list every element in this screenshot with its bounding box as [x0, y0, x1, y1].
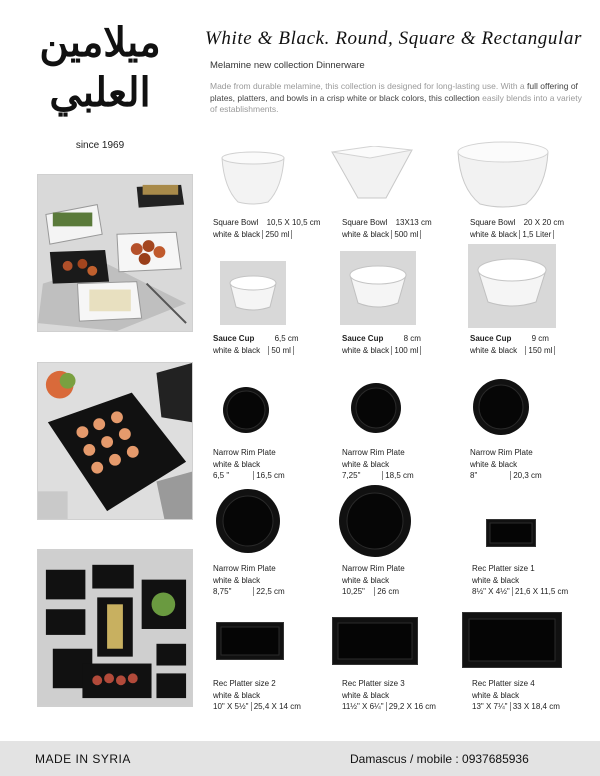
product-cm: 29,2 X 16 cm — [386, 702, 438, 711]
product-cm: 18,5 cm — [382, 471, 415, 480]
footer-origin: MADE IN SYRIA — [35, 752, 131, 766]
product-capacity: 100 ml — [391, 346, 421, 355]
product-cm: 25,4 X 14 cm — [251, 702, 303, 711]
product-name: Narrow Rim Plate — [213, 564, 276, 573]
plate-8-75-image — [215, 488, 281, 554]
plate-10-25-image — [338, 484, 412, 558]
plate-6-5-image — [222, 386, 270, 434]
product-name: Rec Platter — [472, 679, 512, 688]
plate-8-image — [472, 378, 530, 436]
product-cm: 20,3 cm — [510, 471, 543, 480]
product-cm: 33 X 18,4 cm — [510, 702, 562, 711]
product-capacity: 150 ml — [525, 346, 555, 355]
product-name: Square Bowl — [342, 218, 388, 227]
product-name: Sauce Cup — [342, 334, 384, 343]
footer-contact: Damascus / mobile : 0937685936 — [350, 752, 529, 766]
product-name: Rec Platter — [213, 679, 253, 688]
product-name: Rec Platter — [342, 679, 382, 688]
product-inch: 7,25" — [342, 471, 361, 480]
rec-platter-3-image — [332, 617, 418, 665]
plate-7-25-image — [350, 382, 402, 434]
product-color: white & black — [470, 459, 518, 469]
product-color: white & black — [470, 345, 518, 355]
product-capacity: 250 ml — [262, 230, 292, 239]
product-size: size 4 — [513, 679, 535, 688]
product-color: white & black — [470, 229, 518, 239]
product-cm: 16,5 cm — [253, 471, 286, 480]
product-inch: 8" — [470, 471, 478, 480]
product-capacity: 1,5 Liter — [519, 230, 554, 239]
rec-platter-1-image — [486, 519, 536, 547]
product-color: white & black — [342, 575, 390, 585]
description — [210, 81, 590, 116]
product-name: Narrow Rim Plate — [342, 564, 405, 573]
product-color: white & black — [213, 229, 261, 239]
product-name: Narrow Rim Plate — [213, 448, 276, 457]
sauce-cup-small-image — [220, 261, 286, 325]
product-inch: 8½" X 4½" — [472, 587, 510, 596]
product-size: 10,5 X 10,5 cm — [266, 218, 321, 227]
product-color: white & black — [342, 690, 390, 700]
product-inch: 10,25" — [342, 587, 365, 596]
product-color: white & black — [472, 690, 520, 700]
product-size: 9 cm — [531, 334, 549, 343]
page-title: White & Black. Round, Square & Rectangular — [205, 28, 582, 49]
description-line-3: easily blends into a variety of establishments. — [210, 92, 582, 114]
brand-since: since 1969 — [75, 140, 125, 151]
product-color: white & black — [213, 459, 261, 469]
product-name: Square Bowl — [470, 218, 516, 227]
product-size: 8 cm — [403, 334, 421, 343]
product-color: white & black — [213, 345, 261, 355]
product-color: white & black — [342, 459, 390, 469]
product-size: size 3 — [383, 679, 405, 688]
square-bowl-large-image — [454, 134, 552, 210]
product-name: Sauce Cup — [470, 334, 512, 343]
product-size: size 2 — [254, 679, 276, 688]
product-inch: 13" X 7¼" — [472, 702, 508, 711]
product-name: Sauce Cup — [213, 334, 255, 343]
lifestyle-photo-bowls — [37, 174, 193, 332]
product-color: white & black — [213, 690, 261, 700]
product-capacity: 50 ml — [268, 346, 294, 355]
product-capacity: 500 ml — [391, 230, 421, 239]
product-name: Rec Platter — [472, 564, 512, 573]
square-bowl-small-image — [218, 148, 288, 206]
product-color: white & black — [213, 575, 261, 585]
product-cm: 21,6 X 11,5 cm — [512, 587, 570, 596]
product-size: size 1 — [513, 564, 535, 573]
footer — [0, 741, 600, 776]
product-inch: 10" X 5½" — [213, 702, 249, 711]
sauce-cup-large-image — [468, 244, 556, 328]
product-inch: 6,5 " — [213, 471, 230, 480]
product-inch: 11½" X 6¼" — [342, 702, 384, 711]
product-cm: 22,5 cm — [253, 587, 286, 596]
product-color: white & black — [342, 229, 390, 239]
page-subtitle: Melamine new collection Dinnerware — [210, 60, 365, 71]
product-color: white & black — [342, 345, 390, 355]
rec-platter-4-image — [462, 612, 562, 668]
product-size: 13X13 cm — [395, 218, 432, 227]
lifestyle-photo-square-plate — [37, 362, 193, 520]
product-inch: 8,75" — [213, 587, 232, 596]
product-name: Square Bowl — [213, 218, 259, 227]
product-size: 20 X 20 cm — [523, 218, 565, 227]
sauce-cup-medium-image — [340, 251, 416, 325]
lifestyle-photo-platters — [37, 549, 193, 707]
product-name: Narrow Rim Plate — [470, 448, 533, 457]
square-bowl-medium-image — [330, 146, 414, 202]
product-color: white & black — [472, 575, 520, 585]
description-line-1: Made from durable melamine, this collection is designed for long-lasting use. With a — [210, 81, 525, 91]
rec-platter-2-image — [216, 622, 284, 660]
product-size: 6,5 cm — [274, 334, 299, 343]
brand-line-2: العلبي — [49, 69, 151, 116]
brand-line-1: ميلامين — [39, 19, 161, 66]
product-name: Narrow Rim Plate — [342, 448, 405, 457]
product-cm: 26 cm — [374, 587, 401, 596]
brand-logo — [20, 18, 180, 118]
description-line-2: full offering of plates, platters, and bowls in a crisp white or black colors, this collection — [210, 81, 578, 103]
